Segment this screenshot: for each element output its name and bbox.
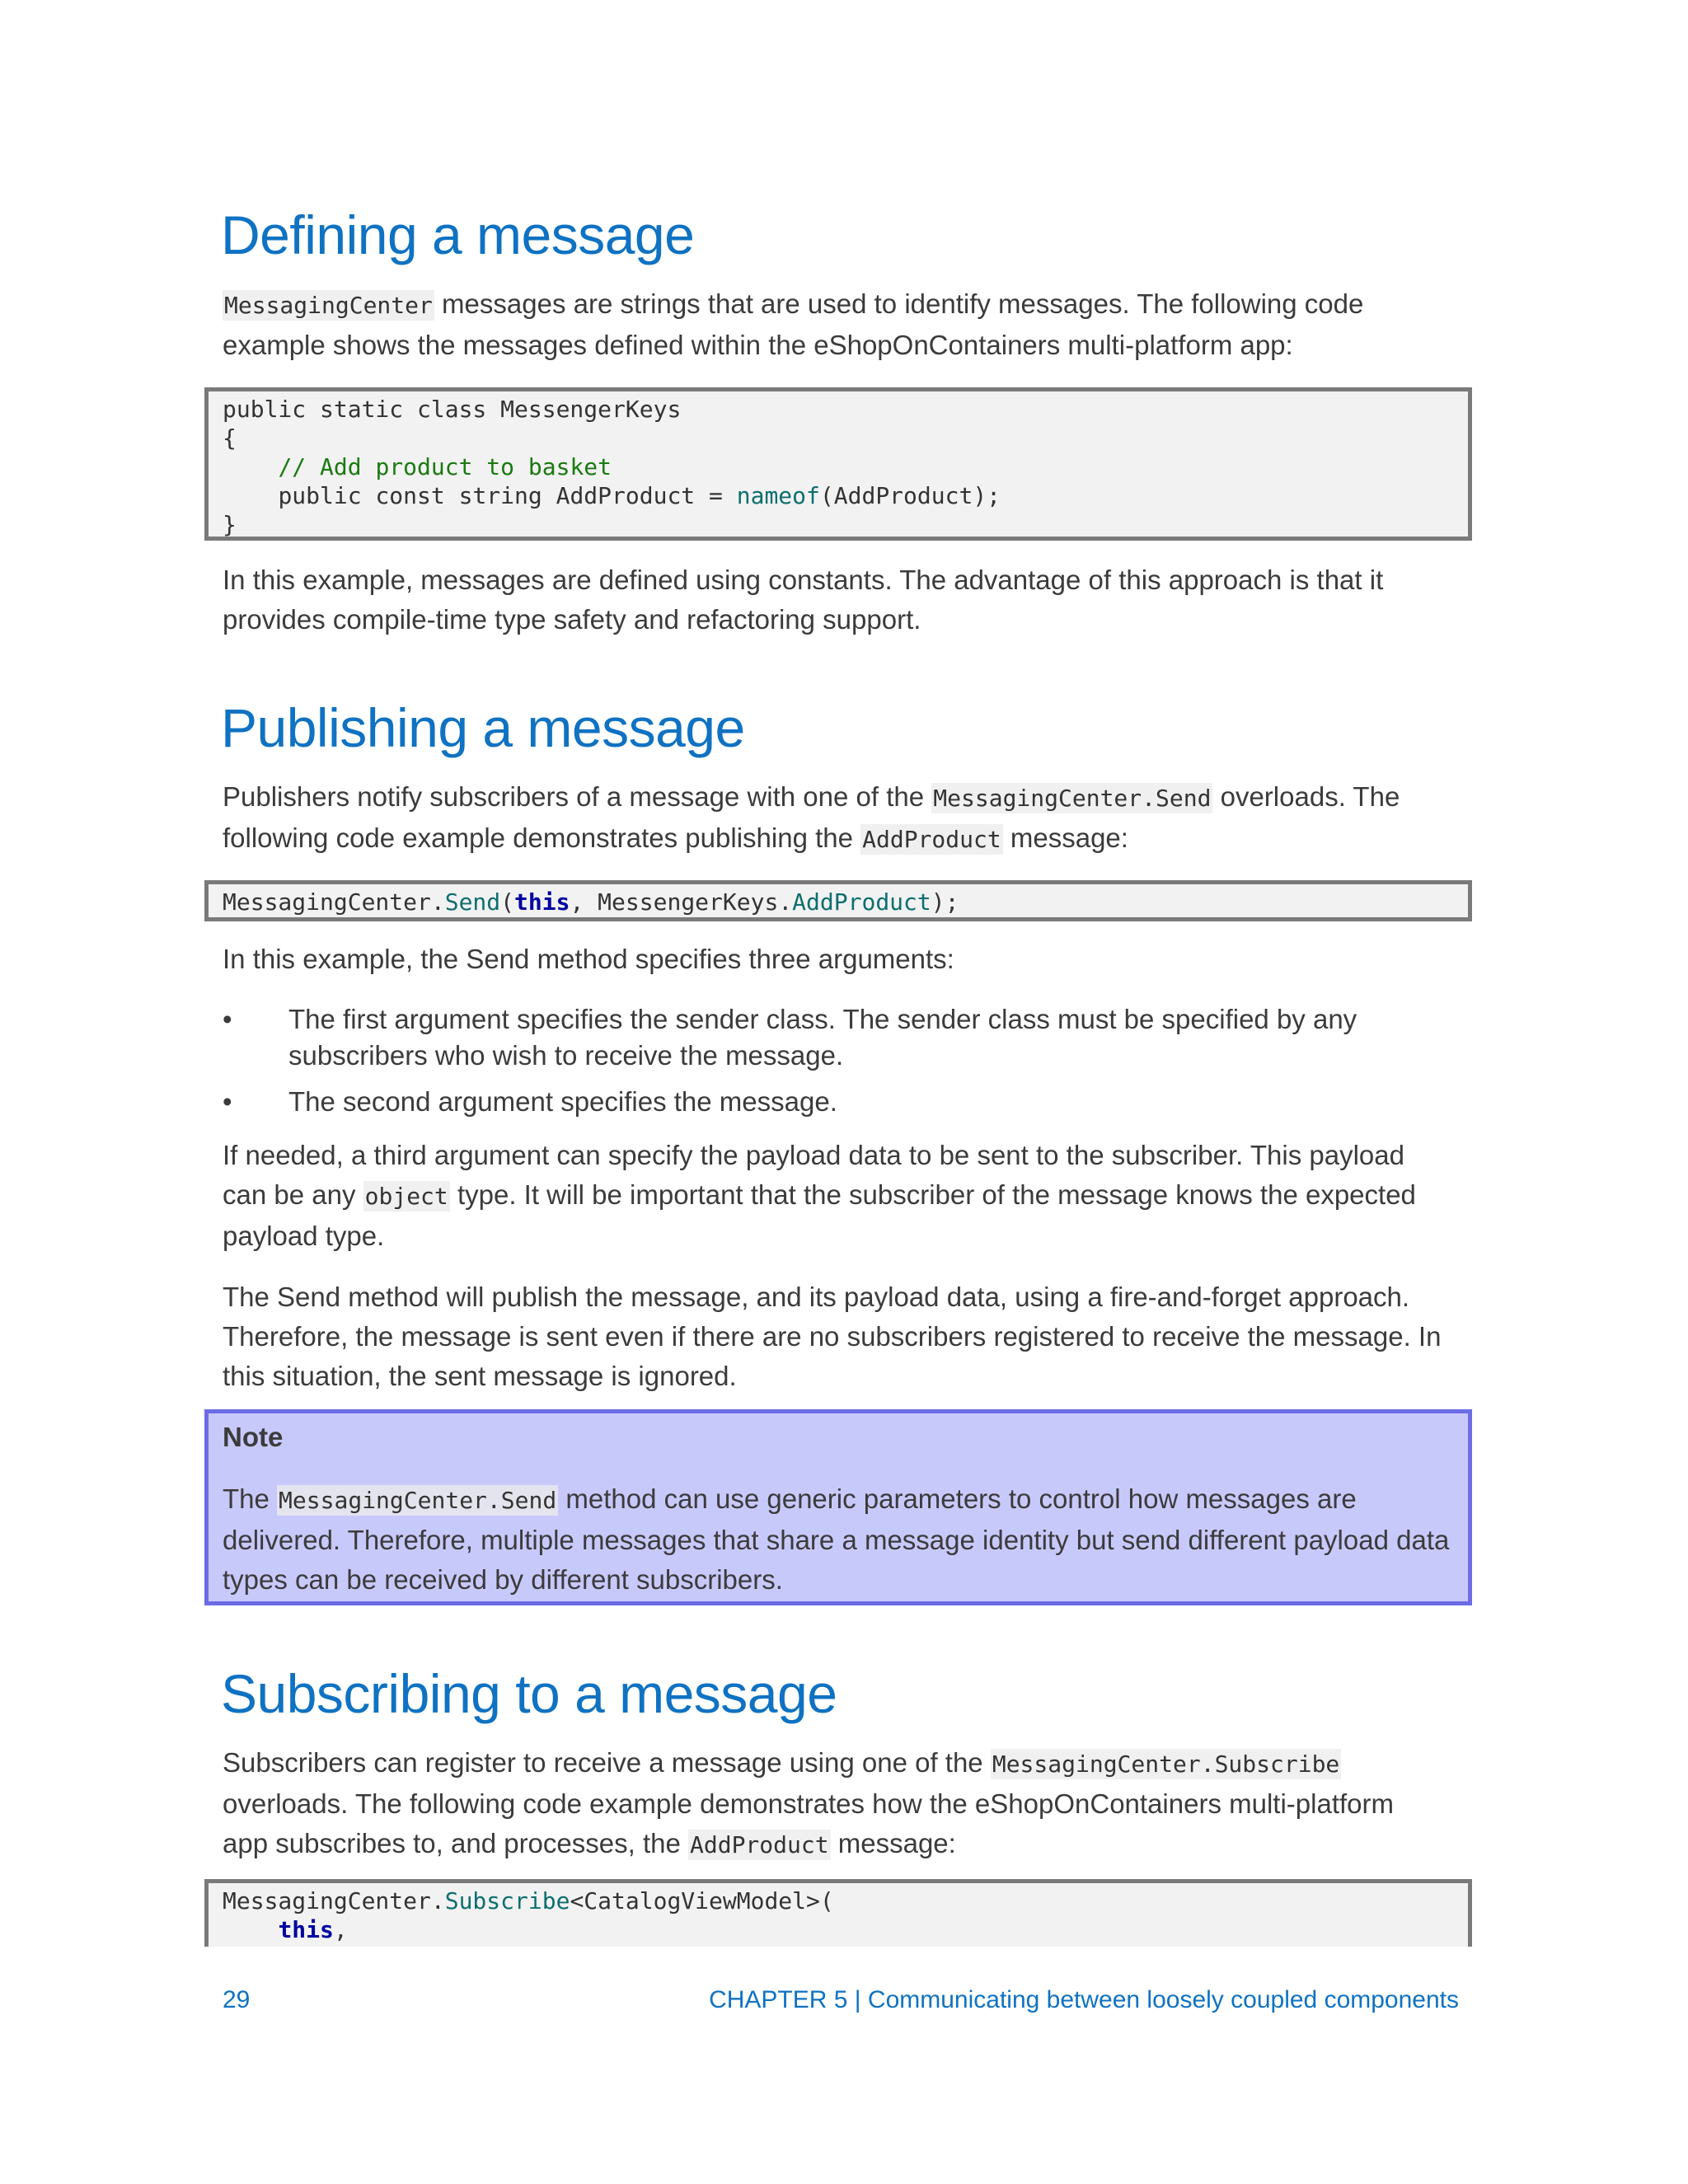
note-title: Note [223, 1422, 284, 1452]
chapter-footer: CHAPTER 5 | Communicating between loosely coupled components [709, 1986, 1459, 2013]
inline-code: MessagingCenter.Send [279, 1487, 557, 1514]
inline-code: MessagingCenter.Subscribe [992, 1750, 1340, 1778]
code-block-subscribe: MessagingCenter.Subscribe<CatalogViewModel>( this, [204, 1879, 1472, 1947]
paragraph-publishing-intro: Publishers notify subscribers of a message with one of the MessagingCenter.Send overloads. The following code example demonstrates publishing the AddProduct message: [223, 781, 1400, 853]
code-block-send: MessagingCenter.Send(this, MessengerKeys.AddProduct); [204, 880, 1472, 921]
heading-subscribing-to-a-message: Subscribing to a message [221, 1663, 837, 1724]
inline-code: AddProduct [690, 1831, 829, 1858]
heading-defining-a-message: Defining a message [221, 204, 695, 265]
paragraph-payload: If needed, a third argument can specify the payload data to be sent to the subscriber. This payload can be any object type. It will be important that the subscriber of the message knows the expected payload type. [223, 1140, 1416, 1251]
note-callout [204, 1409, 1472, 1605]
bullet-dot: • [223, 1086, 232, 1117]
inline-code: MessagingCenter [224, 292, 433, 319]
inline-code: AddProduct [862, 826, 1001, 853]
heading-publishing-a-message: Publishing a message [221, 697, 745, 758]
inline-code: MessagingCenter.Send [933, 785, 1212, 812]
paragraph-constants-advantage: In this example, messages are defined using constants. The advantage of this approach is that it provides compile-time type safety and refactoring support. [223, 565, 1384, 635]
bullet-dot: • [223, 1004, 232, 1034]
paragraph-defining-intro: MessagingCenter messages are strings that are used to identify messages. The following code example shows the messages defined within the eShopOnContainers multi-platform app: [223, 288, 1364, 360]
code-comment: // Add product to basket [278, 453, 612, 480]
paragraph-send-arguments: In this example, the Send method specifies three arguments: [223, 944, 954, 974]
note-body: The MessagingCenter.Send method can use generic parameters to control how messages are delivered. Therefore, multiple messages that share a message identity but send different payload data types can be received by different subscribers. [223, 1483, 1450, 1595]
code-block-messenger-keys: public static class MessengerKeys { // Add product to basket public const string AddProduct = nameof(AddProduct); } [204, 387, 1472, 541]
paragraph-subscribing-intro: Subscribers can register to receive a message using one of the MessagingCenter.Subscribe overloads. The following code example demonstrates how the eShopOnContainers multi-platform app subscribes to, and processes, the AddProduct message: [223, 1747, 1394, 1858]
paragraph-fire-and-forget: The Send method will publish the message, and its payload data, using a fire-and-forget approach. Therefore, the message is sent even if there are no subscribers registered to receive the message. In this situation, the sent message is ignored. [223, 1282, 1442, 1391]
document-page: Defining a message MessagingCenter messages are strings that are used to identify messages. The following code example shows the messages defined within the eShopOnContainers multi-platform app: public static class MessengerKeys { // Add product to basket public const string AddProduct = nameof(AddProduct); } In this example, messages are defined using constants. The advantage of this approach is that it provides compile-time type safety and refactoring support. Publishing a message Publishers notify subscribers of a message with one of the MessagingCenter.Send overloads. The following code example demonstrates publishing the AddProduct message: MessagingCenter.Send(this, MessengerKeys.AddProduct); In this example, the Send method specifies three arguments: • The first argument specifies the sender class. The sender class must be specified by any subscribers who wish to receive the message. • The second argument specifies the message. If needed, a third argument can specify the payload data to be sent to the subscriber. This payload can be any object type. It will be important that the subscriber of the message knows the expected payload type. The Send method will publish the message, and its payload data, using a fire-and-forget approach. Therefore, the message is sent even if there are no subscribers registered to receive the message. In this situation, the sent message is ignored. Note The MessagingCenter.Send method can use generic parameters to control how messages are delivered. Therefore, multiple messages that share a message identity but send different payload data types can be received by different subscribers. Subscribing to a message Subscribers can register to receive a message using one of the MessagingCenter.Subscribe overloads. The following code example demonstrates how the eShopOnContainers multi-platform app subscribes to, and processes, the AddProduct message: MessagingCenter.Subscribe<CatalogViewModel>( this, 29 CHAPTER 5 | Communicating between loosely coupled components [0, 0, 1688, 2184]
inline-code: object [364, 1183, 448, 1210]
page-number: 29 [223, 1986, 251, 2013]
